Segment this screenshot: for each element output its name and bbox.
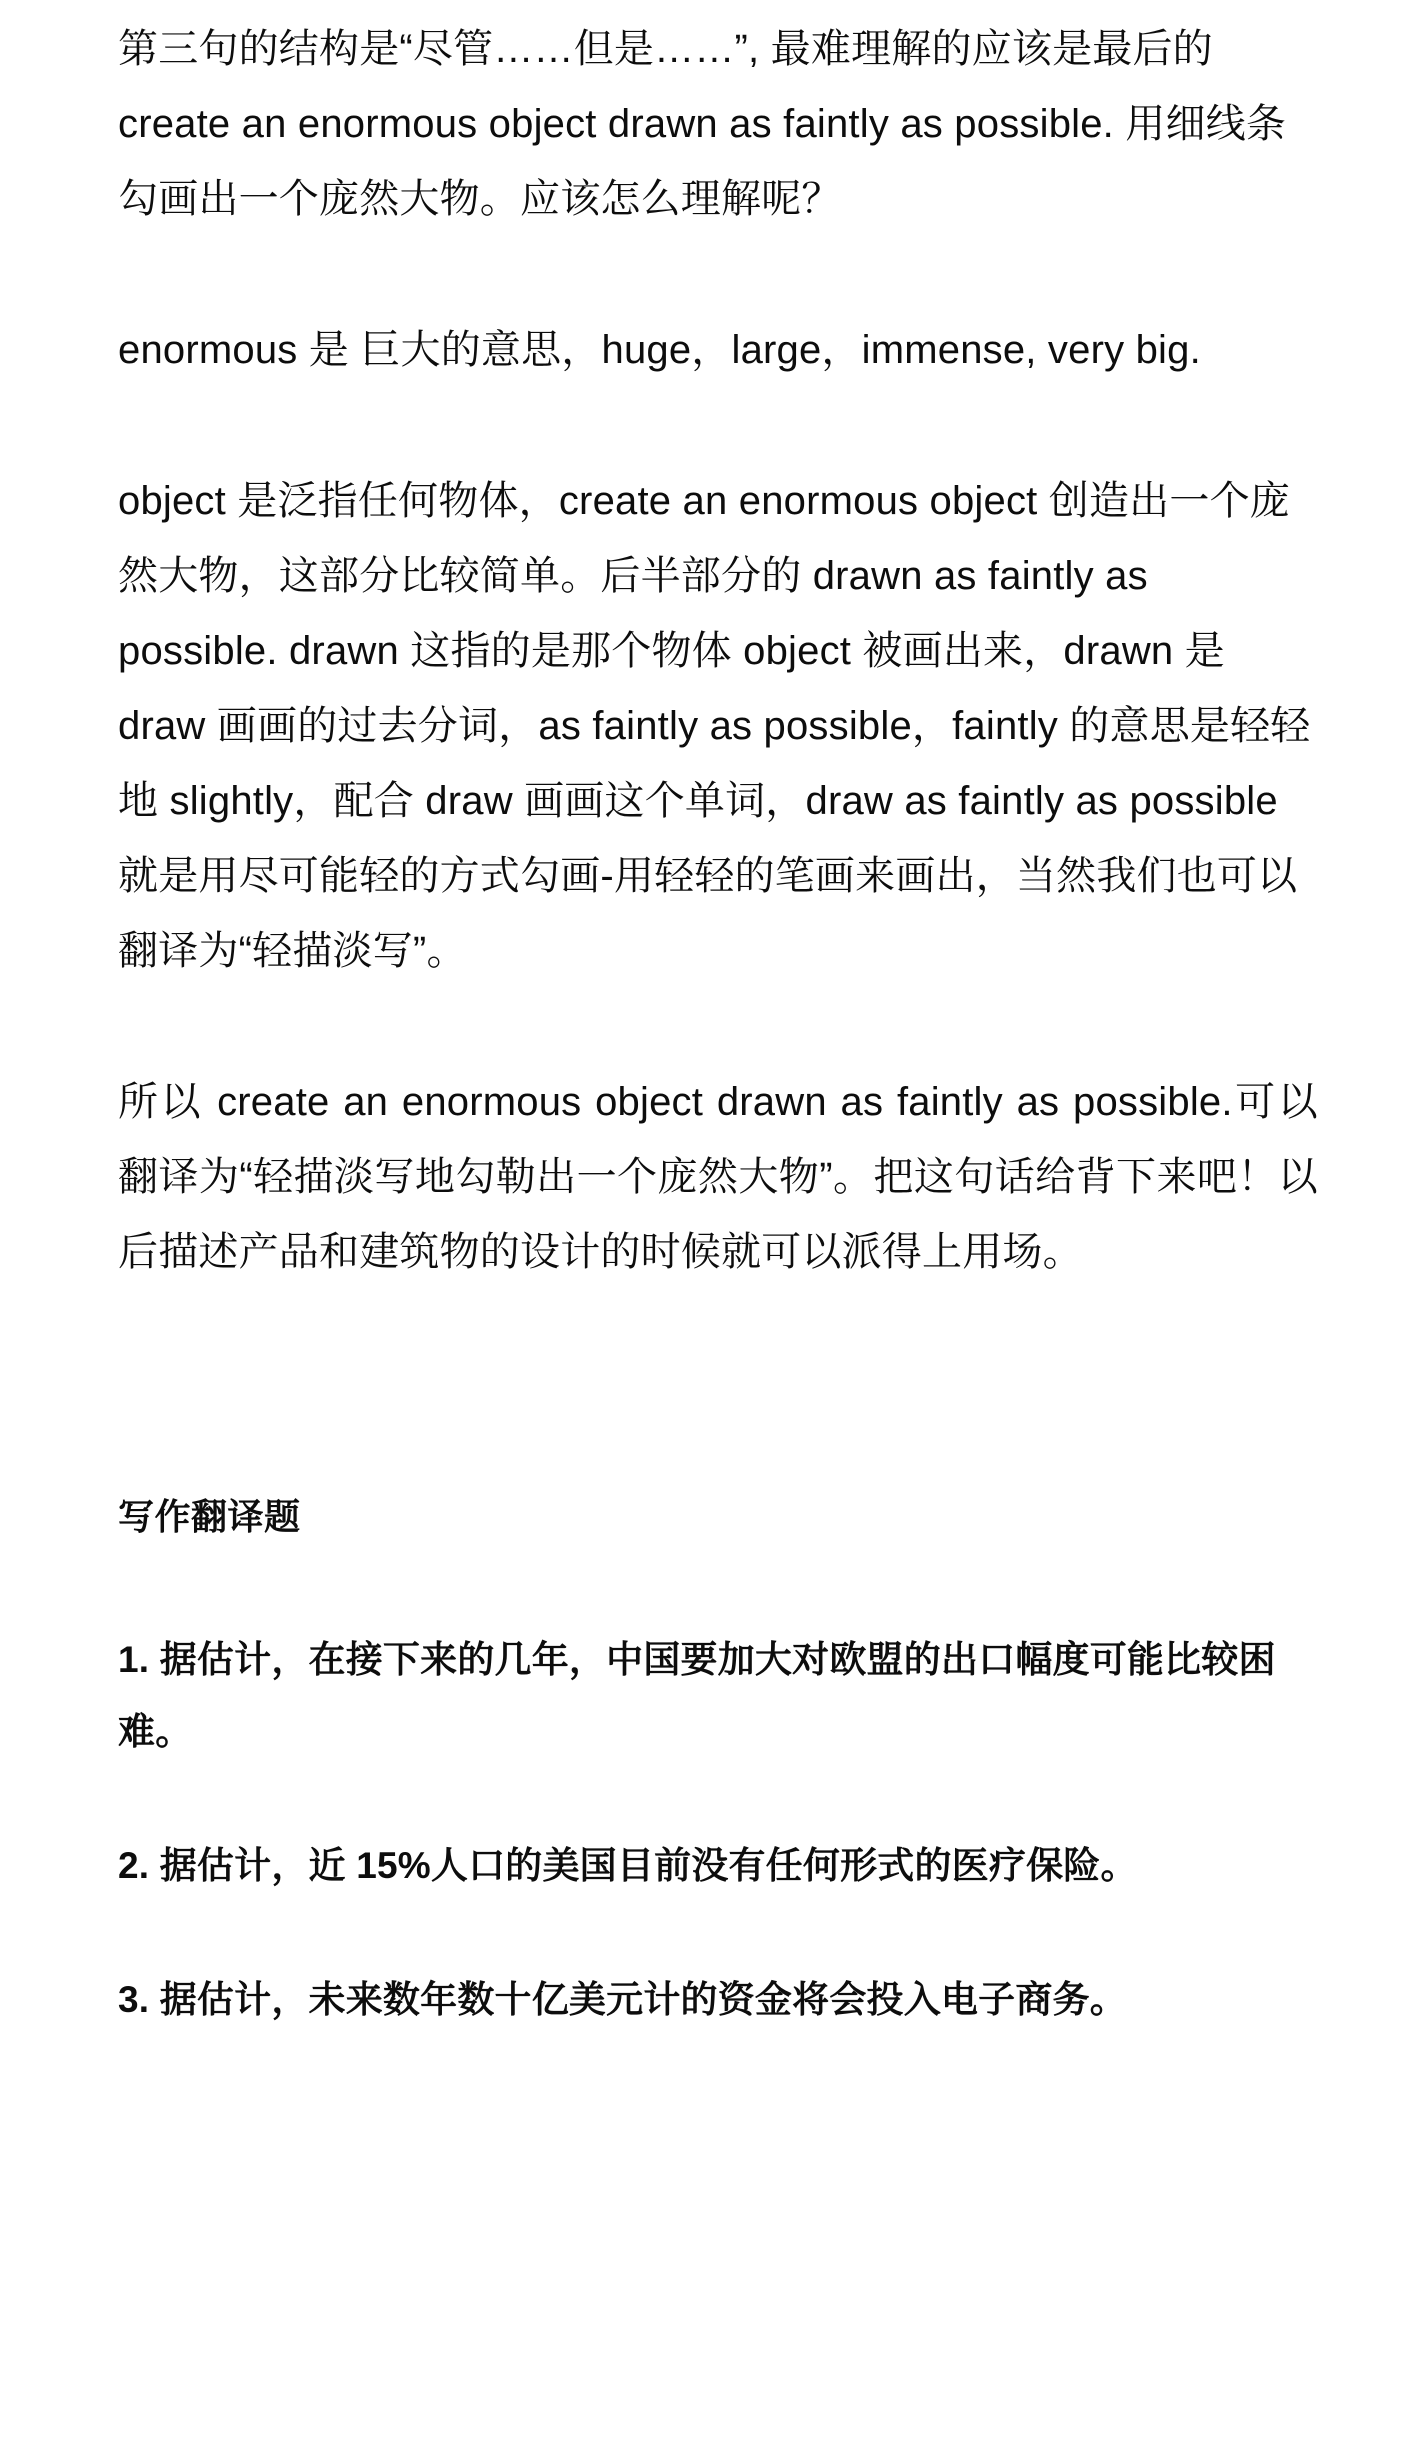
list-item: 3. 据估计，未来数年数十亿美元计的资金将会投入电子商务。: [118, 1979, 1127, 2020]
list-item: 2. 据估计，近 15%人口的美国目前没有任何形式的医疗保险。: [118, 1845, 1138, 1886]
paragraph-sentence-structure: 第三句的结构是“尽管……但是……”, 最难理解的应该是最后的 create an enormous object drawn as faintly as possible. 用细线条勾画出一个庞然大物。应该怎么理解呢？: [118, 27, 1287, 221]
paragraph-gap-1: [118, 237, 1318, 313]
section-heading-writing-translation: 写作翻译题: [118, 1496, 301, 1537]
paragraph-gap-2: [118, 388, 1318, 464]
top-spacer: [118, 0, 1318, 12]
section-gap: [118, 1290, 1318, 1490]
heading-gap: [118, 1544, 1318, 1624]
translation-question-list: [118, 1624, 1318, 2036]
article-body: [118, 0, 1318, 2036]
list-item: 1. 据估计，在接下来的几年，中国要加大对欧盟的出口幅度可能比较困难。: [118, 1639, 1276, 1752]
list-item-gap-1: [118, 1768, 1318, 1830]
paragraph-object-explanation: object 是泛指任何物体，create an enormous object 创造出一个庞然大物，这部分比较简单。后半部分的 drawn as faintly as possible. drawn 这指的是那个物体 object 被画出来，drawn 是 draw 画画的过去分词，as faintly as possible，faintly 的意思是轻轻地 slightly，配合 draw 画画这个单词，draw as faintly as possible 就是用尽可能轻的方式勾画-用轻轻的笔画来画出，当然我们也可以翻译为“轻描淡写”。: [118, 479, 1311, 973]
paragraph-gap-3: [118, 989, 1318, 1065]
list-item-gap-2: [118, 1902, 1318, 1964]
paragraph-translation-summary: 所以 create an enormous object drawn as faintly as possible.可以翻译为“轻描淡写地勾勒出一个庞然大物”。把这句话给背下来吧！以后描述产品和建筑物的设计的时候就可以派得上用场。: [118, 1080, 1318, 1274]
paragraph-enormous-definition: enormous 是 巨大的意思，huge，large，immense, very big.: [118, 328, 1201, 372]
